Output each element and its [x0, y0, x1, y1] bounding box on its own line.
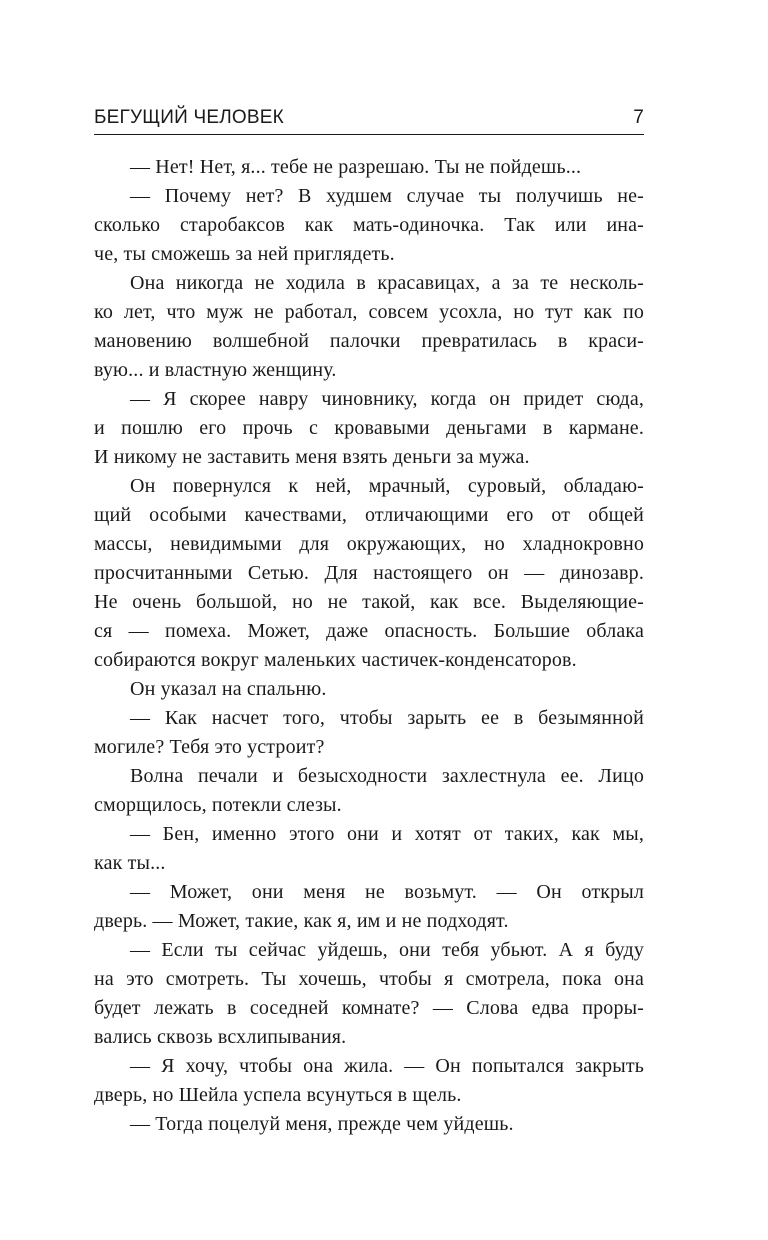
text-line: — Как насчет того, чтобы зарыть ее в безымянной: [130, 707, 644, 729]
text-line: И никому не заставить меня взять деньги за мужа.: [94, 446, 530, 468]
book-title: БЕГУЩИЙ ЧЕЛОВЕК: [94, 107, 284, 128]
text-line: могиле? Тебя это устроит?: [94, 736, 325, 758]
paragraph: [94, 878, 644, 936]
text-line: вались сквозь всхлипывания.: [94, 1026, 347, 1048]
paragraph: [94, 385, 644, 472]
text-line: дверь. — Может, такие, как я, им и не подходят.: [94, 910, 509, 932]
text-line: Он повернулся к ней, мрачный, суровый, обладаю-: [130, 475, 644, 497]
paragraph: [94, 704, 644, 762]
text-line: щий особыми качествами, отличающими его от общей: [94, 504, 644, 526]
text-line: просчитанными Сетью. Для настоящего он — динозавр.: [94, 562, 644, 584]
paragraph: [94, 1110, 644, 1139]
text-line: Волна печали и безысходности захлестнула ее. Лицо: [130, 765, 644, 787]
page-number: 7: [633, 107, 644, 128]
text-line: — Я скорее навру чиновнику, когда он придет сюда,: [130, 388, 644, 410]
body-text: [94, 153, 644, 1139]
running-header: [94, 104, 644, 135]
text-line: — Я хочу, чтобы она жила. — Он попытался закрыть: [130, 1055, 644, 1077]
paragraph: [94, 153, 644, 182]
paragraph: [94, 182, 644, 269]
text-line: — Нет! Нет, я... тебе не разрешаю. Ты не пойдешь...: [130, 156, 582, 178]
text-line: дверь, но Шейла успела всунуться в щель.: [94, 1084, 462, 1106]
text-line: ся — помеха. Может, даже опасность. Большие облака: [94, 620, 644, 642]
text-line: сколько старобаксов как мать-одиночка. Так или ина-: [94, 214, 644, 236]
text-line: как ты...: [94, 852, 166, 874]
paragraph: [94, 762, 644, 820]
text-line: будет лежать в соседней комнате? — Слова едва проры-: [94, 997, 644, 1019]
text-line: че, ты сможешь за ней приглядеть.: [94, 243, 395, 265]
text-line: Он указал на спальню.: [130, 678, 327, 700]
text-line: — Может, они меня не возьмут. — Он открыл: [130, 881, 644, 903]
text-line: на это смотреть. Ты хочешь, чтобы я смотрела, пока она: [94, 968, 644, 990]
text-line: мановению волшебной палочки превратилась в краси-: [94, 330, 644, 352]
paragraph: [94, 936, 644, 1052]
text-line: Она никогда не ходила в красавицах, а за те несколь-: [130, 272, 644, 294]
text-line: сморщилось, потекли слезы.: [94, 794, 342, 816]
text-line: Не очень большой, но не такой, как все. Выделяющие-: [94, 591, 644, 613]
paragraph: [94, 820, 644, 878]
book-page: [94, 104, 644, 1139]
text-line: — Тогда поцелуй меня, прежде чем уйдешь.: [130, 1113, 514, 1135]
text-line: — Почему нет? В худшем случае ты получишь не-: [130, 185, 644, 207]
text-line: и пошлю его прочь с кровавыми деньгами в кармане.: [94, 417, 644, 439]
text-line: — Если ты сейчас уйдешь, они тебя убьют. А я буду: [130, 939, 644, 961]
text-line: массы, невидимыми для окружающих, но хладнокровно: [94, 533, 644, 555]
text-line: ко лет, что муж не работал, совсем усохла, но тут как по: [94, 301, 644, 323]
text-line: — Бен, именно этого они и хотят от таких, как мы,: [130, 823, 644, 845]
paragraph: [94, 1052, 644, 1110]
text-line: собираются вокруг маленьких частичек-конденсаторов.: [94, 649, 577, 671]
text-line: вую... и властную женщину.: [94, 359, 337, 381]
paragraph: [94, 269, 644, 385]
paragraph: [94, 472, 644, 675]
paragraph: [94, 675, 644, 704]
